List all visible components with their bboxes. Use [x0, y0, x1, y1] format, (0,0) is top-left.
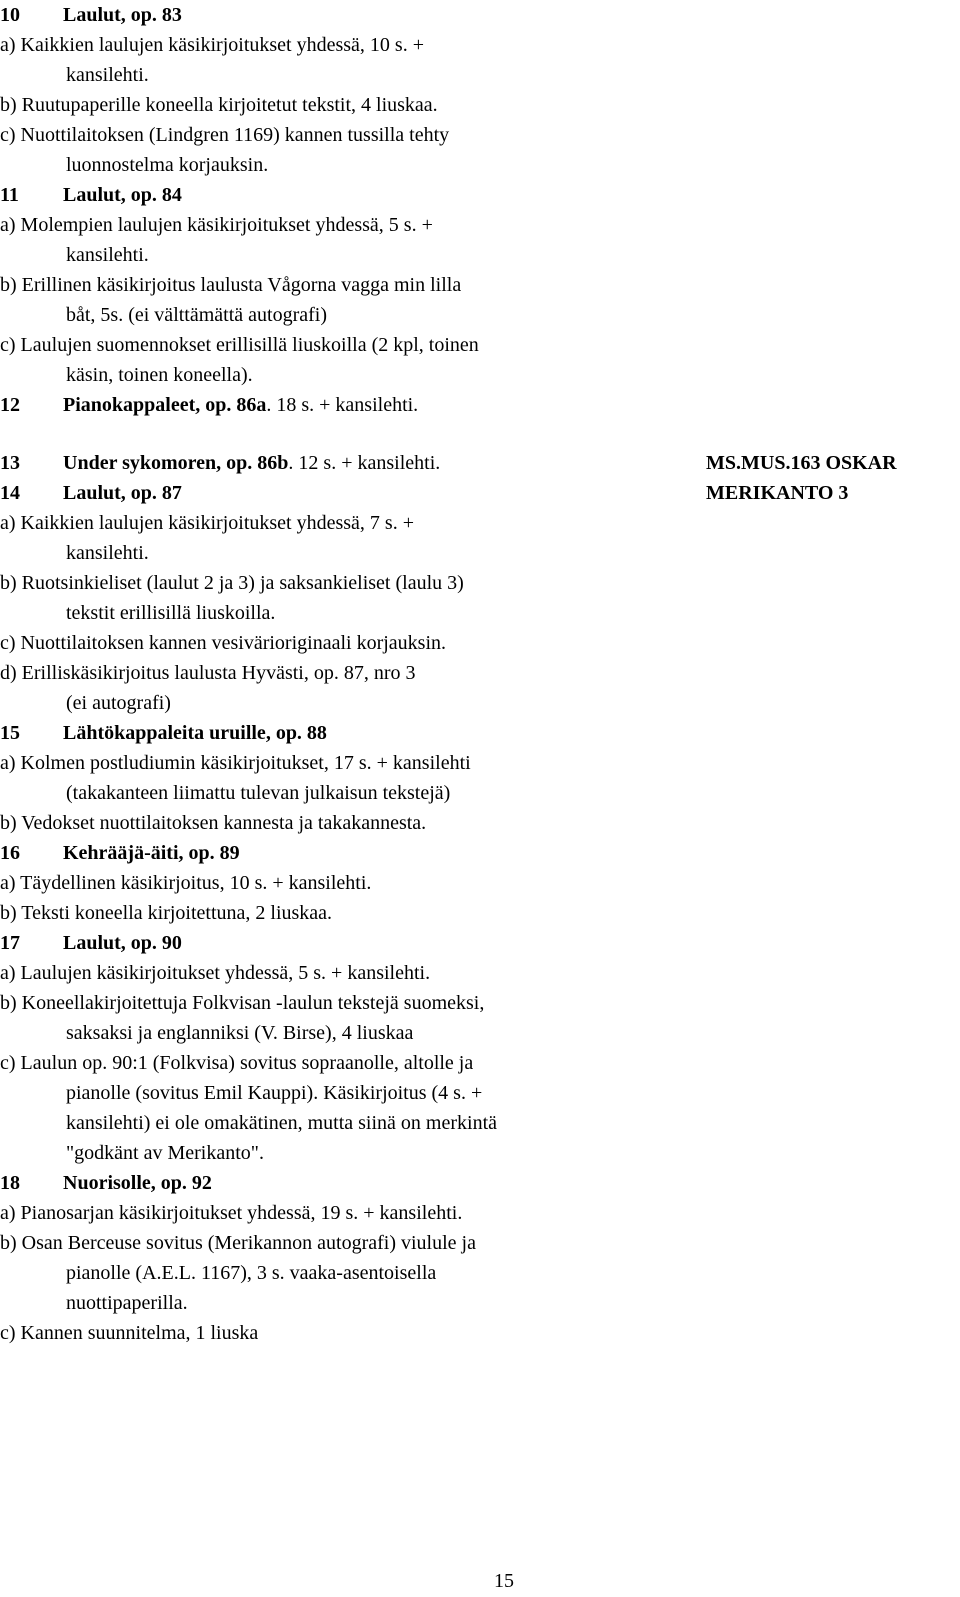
- entry-item: a) Kaikkien laulujen käsikirjoitukset yhdessä, 10 s. +: [0, 34, 424, 56]
- entry-item: a) Kaikkien laulujen käsikirjoitukset yhdessä, 7 s. +: [0, 512, 414, 534]
- entry-item: pianolle (sovitus Emil Kauppi). Käsikirjoitus (4 s. +: [66, 1082, 483, 1104]
- entry-title: Pianokappaleet, op. 86a: [63, 394, 267, 416]
- entry-item: a) Kolmen postludiumin käsikirjoitukset, 17 s. + kansilehti: [0, 752, 471, 774]
- entry-item: a) Molempien laulujen käsikirjoitukset yhdessä, 5 s. +: [0, 214, 433, 236]
- entry-item: kansilehti.: [66, 542, 149, 564]
- entry-number: 18: [0, 1172, 20, 1194]
- entry-number: 10: [0, 4, 20, 26]
- entry-heading: [0, 5, 182, 25]
- entry-title: Laulut, op. 90: [63, 932, 182, 954]
- entry-heading: [0, 933, 182, 953]
- entry-item: c) Nuottilaitoksen (Lindgren 1169) kannen tussilla tehty: [0, 124, 450, 146]
- entry-extra: . 12 s. + kansilehti.: [288, 452, 441, 474]
- entry-heading: [0, 483, 182, 503]
- entry-item: b) Erillinen käsikirjoitus laulusta Vågorna vagga min lilla: [0, 274, 462, 296]
- shelfmark-line-1: MS.MUS.163 OSKAR: [706, 452, 897, 474]
- entry-title: Nuorisolle, op. 92: [63, 1172, 212, 1194]
- shelfmark-line-2: MERIKANTO 3: [706, 482, 849, 504]
- entry-heading: [0, 395, 418, 415]
- entry-item: b) Teksti koneella kirjoitettuna, 2 liuskaa.: [0, 902, 333, 924]
- entry-title: Laulut, op. 84: [63, 184, 182, 206]
- entry-heading: [0, 723, 327, 743]
- page-number: 15: [494, 1570, 514, 1592]
- entry-number: 15: [0, 722, 20, 744]
- entry-item: a) Täydellinen käsikirjoitus, 10 s. + kansilehti.: [0, 872, 372, 894]
- entry-item: c) Laulujen suomennokset erillisillä liuskoilla (2 kpl, toinen: [0, 334, 479, 356]
- entry-item: (ei autografi): [66, 692, 171, 714]
- entry-item: kansilehti) ei ole omakätinen, mutta siinä on merkintä: [66, 1112, 497, 1134]
- entry-item: d) Erilliskäsikirjoitus laulusta Hyvästi, op. 87, nro 3: [0, 662, 416, 684]
- entry-item: a) Pianosarjan käsikirjoitukset yhdessä, 19 s. + kansilehti.: [0, 1202, 463, 1224]
- entry-number: 17: [0, 932, 20, 954]
- entry-title: Under sykomoren, op. 86b: [63, 452, 289, 474]
- entry-item: käsin, toinen koneella).: [66, 364, 253, 386]
- entry-heading: [0, 1173, 212, 1193]
- entry-number: 16: [0, 842, 20, 864]
- entry-heading: [0, 843, 240, 863]
- entry-item: c) Nuottilaitoksen kannen vesivärioriginaali korjauksin.: [0, 632, 446, 654]
- entry-title: Laulut, op. 83: [63, 4, 182, 26]
- entry-item: saksaksi ja englanniksi (V. Birse), 4 liuskaa: [66, 1022, 414, 1044]
- entry-item: c) Kannen suunnitelma, 1 liuska: [0, 1322, 259, 1344]
- entry-title: Lähtökappaleita uruille, op. 88: [63, 722, 327, 744]
- entry-item: kansilehti.: [66, 244, 149, 266]
- entry-extra: . 18 s. + kansilehti.: [266, 394, 419, 416]
- entry-item: a) Laulujen käsikirjoitukset yhdessä, 5 s. + kansilehti.: [0, 962, 431, 984]
- entry-item: "godkänt av Merikanto".: [66, 1142, 264, 1164]
- entry-item: nuottipaperilla.: [66, 1292, 188, 1314]
- entry-item: b) Ruutupaperille koneella kirjoitetut tekstit, 4 liuskaa.: [0, 94, 438, 116]
- entry-item: b) Vedokset nuottilaitoksen kannesta ja takakannesta.: [0, 812, 427, 834]
- entry-number: 12: [0, 394, 20, 416]
- entry-title: Kehrääjä-äiti, op. 89: [63, 842, 240, 864]
- entry-item: b) Osan Berceuse sovitus (Merikannon autografi) viulule ja: [0, 1232, 476, 1254]
- entry-title: Laulut, op. 87: [63, 482, 182, 504]
- entry-item: (takakanteen liimattu tulevan julkaisun tekstejä): [66, 782, 451, 804]
- entry-heading: [0, 185, 182, 205]
- entry-item: tekstit erillisillä liuskoilla.: [66, 602, 276, 624]
- entry-item: båt, 5s. (ei välttämättä autografi): [66, 304, 328, 326]
- entry-number: 13: [0, 452, 20, 474]
- entry-item: b) Koneellakirjoitettuja Folkvisan -laulun tekstejä suomeksi,: [0, 992, 485, 1014]
- entry-number: 14: [0, 482, 20, 504]
- entry-heading: [0, 453, 440, 473]
- entry-number: 11: [0, 184, 19, 206]
- entry-item: kansilehti.: [66, 64, 149, 86]
- entry-item: luonnostelma korjauksin.: [66, 154, 269, 176]
- entry-item: b) Ruotsinkieliset (laulut 2 ja 3) ja saksankieliset (laulu 3): [0, 572, 464, 594]
- entry-item: c) Laulun op. 90:1 (Folkvisa) sovitus sopraanolle, altolle ja: [0, 1052, 474, 1074]
- entry-item: pianolle (A.E.L. 1167), 3 s. vaaka-asentoisella: [66, 1262, 437, 1284]
